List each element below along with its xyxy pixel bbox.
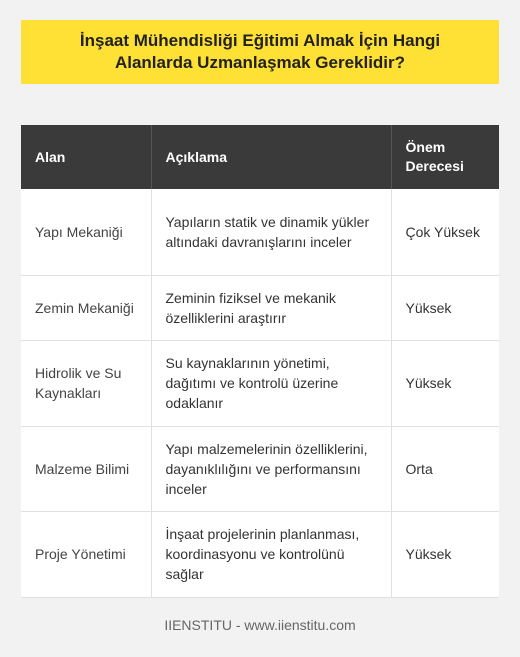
row-onem-derecesi: Orta — [391, 426, 499, 511]
footer-credit: IIENSTITU - www.iienstitu.com — [164, 617, 356, 633]
table-row — [21, 426, 499, 511]
row-alan: Hidrolik ve Su Kaynakları — [21, 340, 151, 426]
table-row — [21, 511, 499, 597]
header-onem-derecesi: Önem Derecesi — [391, 125, 499, 189]
page-title: İnşaat Mühendisliği Eğitimi Almak İçin Hangi Alanlarda Uzmanlaşmak Gereklidir? — [79, 31, 441, 72]
table-row — [21, 275, 499, 340]
row-aciklama: Yapı malzemelerinin özelliklerini, dayanıklılığını ve performansını inceler — [151, 426, 391, 511]
row-alan: Zemin Mekaniği — [21, 275, 151, 340]
row-onem-derecesi: Çok Yüksek — [391, 189, 499, 275]
title-banner — [21, 20, 499, 84]
row-aciklama: Su kaynaklarının yönetimi, dağıtımı ve kontrolü üzerine odaklanır — [151, 340, 391, 426]
table-header-row — [21, 125, 499, 189]
row-aciklama: Yapıların statik ve dinamik yükler altındaki davranışlarını inceler — [151, 189, 391, 275]
row-onem-derecesi: Yüksek — [391, 511, 499, 597]
row-onem-derecesi: Yüksek — [391, 275, 499, 340]
row-aciklama: Zeminin fiziksel ve mekanik özelliklerini araştırır — [151, 275, 391, 340]
header-alan: Alan — [21, 125, 151, 189]
row-alan: Yapı Mekaniği — [21, 189, 151, 275]
specialization-table — [21, 125, 499, 598]
header-aciklama: Açıklama — [151, 125, 391, 189]
row-alan: Malzeme Bilimi — [21, 426, 151, 511]
row-onem-derecesi: Yüksek — [391, 340, 499, 426]
row-aciklama: İnşaat projelerinin planlanması, koordinasyonu ve kontrolünü sağlar — [151, 511, 391, 597]
row-alan: Proje Yönetimi — [21, 511, 151, 597]
table-row — [21, 340, 499, 426]
table-row — [21, 189, 499, 275]
